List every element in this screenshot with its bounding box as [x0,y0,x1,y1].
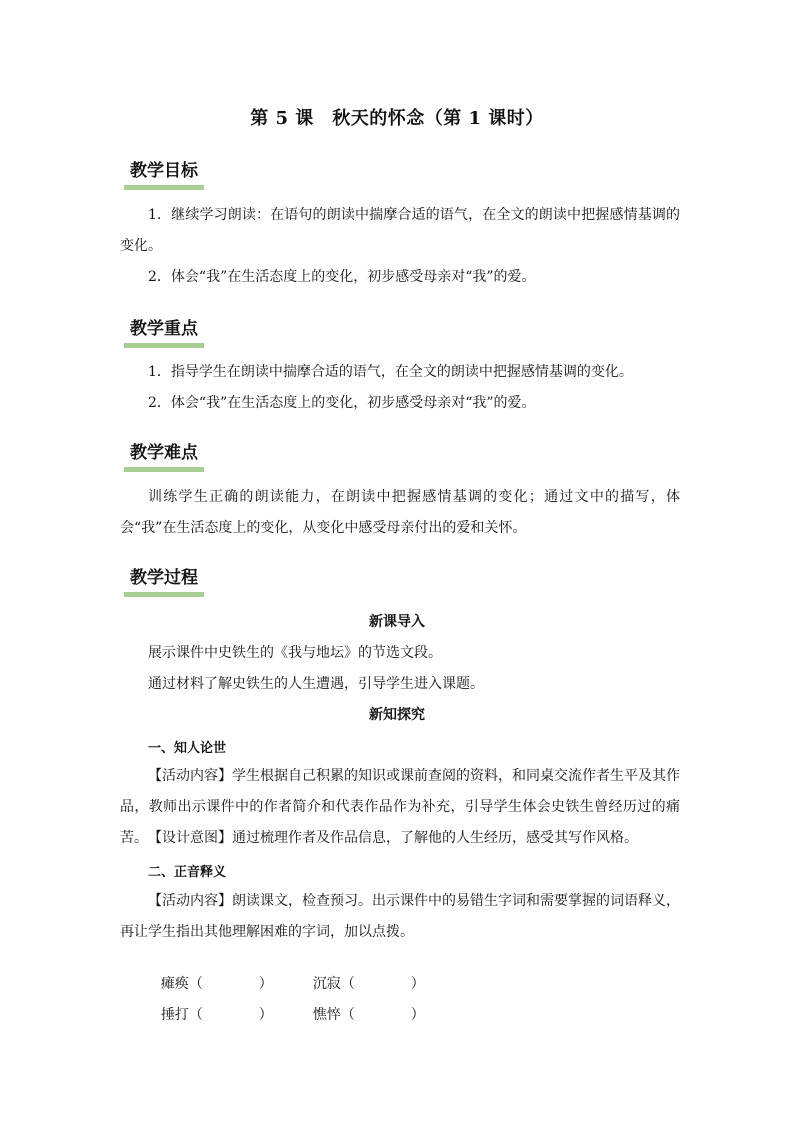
word-text: 瘫痪 [160,976,189,992]
part1-activity: 【活动内容】学生根据自己积累的知识或课前查阅的资料，和同桌交流作者生平及其作品，教师出示课件中的作者简介和代表作品作为补充，引导学生体会史铁生曾经历过的痛苦。 [120,768,680,846]
word-text: 捶打 [160,1007,189,1023]
part1-heading: 一、知人论世 [148,741,227,756]
objective-item-1: 1．继续学习朗读：在语句的朗读中揣摩合适的语气，在全文的朗读中把握感情基调的变化。 [120,207,680,254]
section-heading-objectives: 教学目标 [124,160,204,190]
key-point-item-2: 2．体会“我”在生活态度上的变化，初步感受母亲对“我”的爱。 [148,395,536,411]
lesson-title: 第 5 课 秋天的怀念（第 1 课时） [250,108,544,129]
intro-line-2: 通过材料了解史铁生的人生遭遇，引导学生进入课题。 [148,676,484,692]
part1-design: 【设计意图】通过梳理作者及作品信息，了解他的人生经历，感受其写作风格。 [148,830,638,846]
word-blank: （ ） [340,976,425,992]
part2-heading: 二、正音释义 [148,865,227,880]
word-blank: （ ） [188,1007,273,1023]
section-heading-process: 教学过程 [124,567,204,597]
difficulties-text: 训练学生正确的朗读能力，在朗读中把握感情基调的变化；通过文中的描写，体会“我”在生活态度上的变化，从变化中感受母亲付出的爱和关怀。 [120,489,680,536]
objective-item-2: 2．体会“我”在生活态度上的变化，初步感受母亲对“我”的爱。 [148,269,536,285]
section-heading-key-points: 教学重点 [124,318,204,348]
intro-heading: 新课导入 [369,614,425,630]
word-blank: （ ） [188,976,273,992]
word-item [143,988,273,1040]
key-point-item-1: 1．指导学生在朗读中揣摩合适的语气，在全文的朗读中把握感情基调的变化。 [148,364,633,380]
word-item [295,988,425,1040]
intro-line-1: 展示课件中史铁生的《我与地坛》的节选文段。 [148,645,442,661]
explore-heading: 新知探究 [369,707,425,723]
section-heading-difficulties: 教学难点 [124,442,204,472]
word-text: 沉寂 [312,976,341,992]
word-text: 憔悴 [312,1007,341,1023]
word-blank: （ ） [340,1007,425,1023]
part2-activity: 【活动内容】朗读课文，检查预习。出示课件中的易错生字词和需要掌握的词语释义，再让学生指出其他理解困难的字词，加以点拨。 [120,893,680,940]
